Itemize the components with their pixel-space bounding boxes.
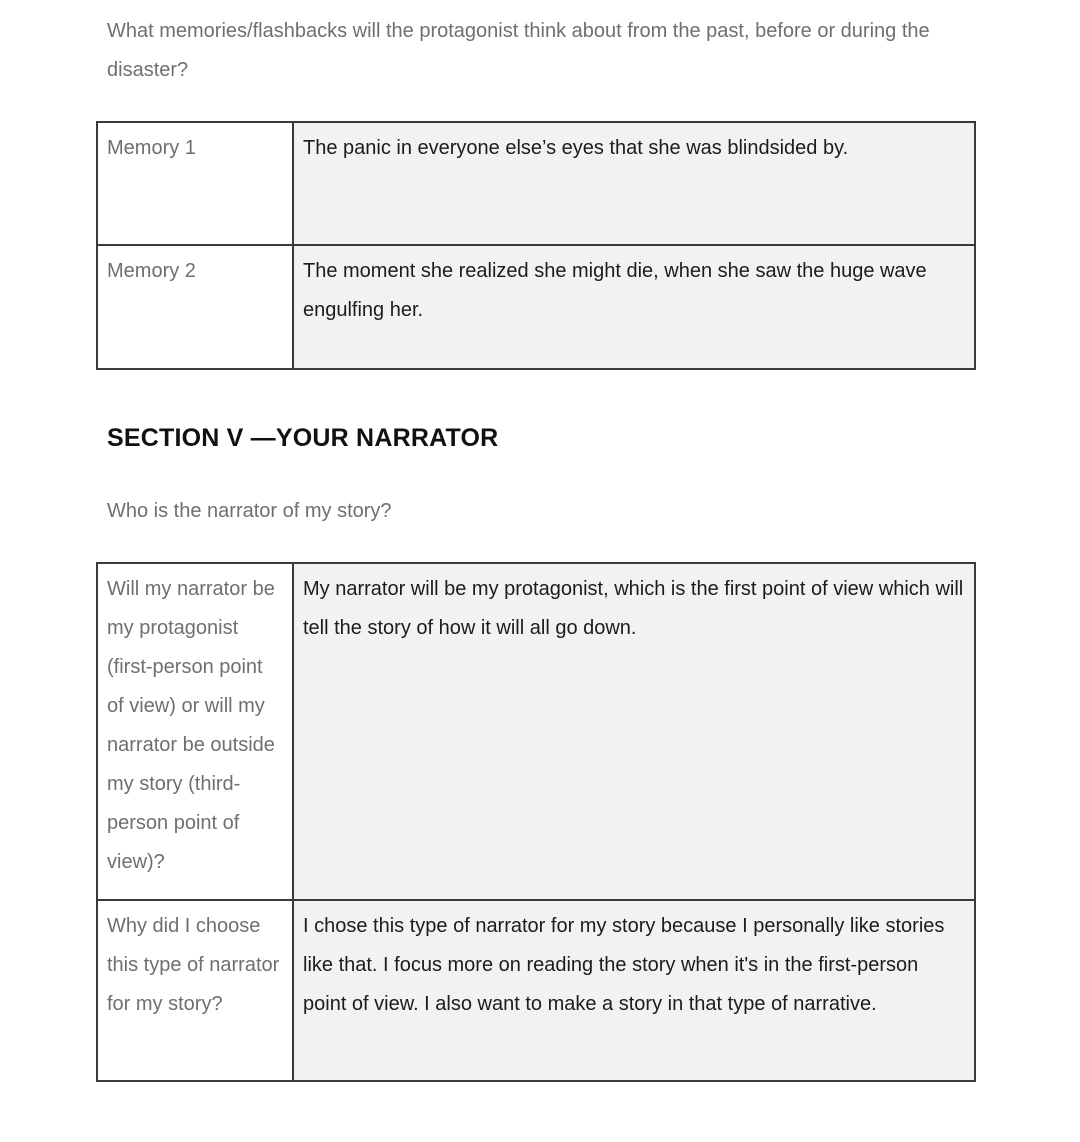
memory-1-label: Memory 1 — [97, 122, 293, 245]
memories-table — [96, 121, 976, 370]
narrator-question: Who is the narrator of my story? — [107, 500, 392, 522]
table-row — [97, 900, 975, 1081]
table-row — [97, 245, 975, 369]
table-row — [97, 122, 975, 245]
narrator-table — [96, 562, 976, 1082]
section-heading: SECTION V —YOUR NARRATOR — [107, 424, 499, 452]
table-row — [97, 563, 975, 900]
memory-1-answer[interactable]: The panic in everyone else’s eyes that she was blindsided by. — [293, 122, 975, 245]
narrator-type-answer[interactable]: My narrator will be my protagonist, which is the first point of view which will tell the story of how it will all go down. — [293, 563, 975, 900]
memory-2-answer[interactable]: The moment she realized she might die, when she saw the huge wave engulfing her. — [293, 245, 975, 369]
narrator-type-label: Will my narrator be my protagonist (first-person point of view) or will my narrator be outside my story (third-person point of view)? — [97, 563, 293, 900]
narrator-reason-label: Why did I choose this type of narrator for my story? — [97, 900, 293, 1081]
memories-prompt: What memories/flashbacks will the protagonist think about from the past, before or during the disaster? — [107, 20, 930, 81]
memory-2-label: Memory 2 — [97, 245, 293, 369]
narrator-reason-answer[interactable]: I chose this type of narrator for my story because I personally like stories like that. I focus more on reading the story when it's in the first-person point of view. I also want to make a story in that type of narrative. — [293, 900, 975, 1081]
